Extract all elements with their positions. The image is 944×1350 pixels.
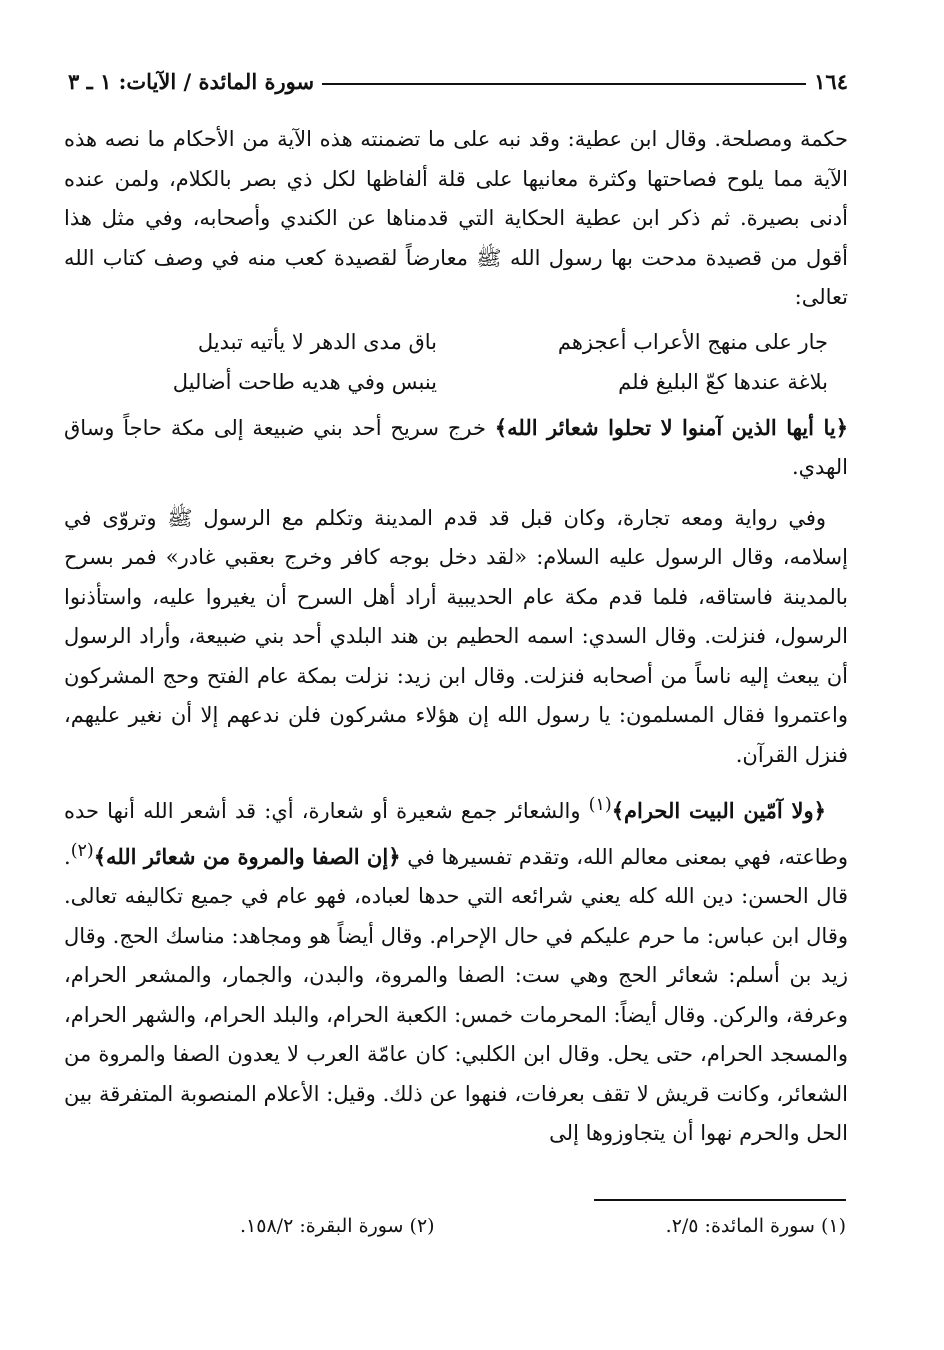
paragraph-text: . قال الحسن: دين الله كله يعني شرائعه التي حدها لعباده، فهو عام في جميع تكاليفه تعالى. وقال ابن عباس: ما حرم عليكم في حال الإحرام. وقال أيضاً هو ومجاهد: مناسك الحج. وقال زيد بن أسلم: شعائر الحج وهي ست: الصفا والمروة، والبدن، والجمار، والمشعر الحرام، وعرفة، والركن. وقال أيضاً: المحرمات خمس: الكعبة الحرام، والبلد الحرام، والشهر الحرام، والمسجد الحرام، حتى يحل. وقال ابن الكلبي: كان عامّة العرب لا يعدون الصفا والمروة من الشعائر، وكانت قريش لا تقف بعرفات، فنهوا عن ذلك. وقيل: الأعلام المنصوبة المتفرقة بين الحل والحرم نهوا أن يتجاوزوها إلى [64, 844, 848, 1145]
paragraph-gap [64, 775, 848, 786]
paragraph-shaair [64, 786, 848, 1154]
paragraph-narration: وفي رواية ومعه تجارة، وكان قبل قد قدم المدينة وتكلم مع الرسول ﷺ وتروّى في إسلامه، وقال الرسول عليه السلام: «لقد دخل بوجه كافر وخرج بعقبي غادر» فمر بسرح بالمدينة فاستاقه، فلما قدم مكة عام الحديبية أراد أهل السرح أن يغيروا عليه، واستأذنوا الرسول، فنزلت. وقال السدي: اسمه الحطيم بن هند البلدي أحد بني ضبيعة، وأراد الرسول أن يبعث إليه ناساً من أصحابه فنزلت. وقال ابن زيد: نزلت بمكة عام الفتح وحج المشركون واعتمروا فقال المسلمون: يا رسول الله إن هؤلاء مشركون فلن ندعهم إلا أن نغير عليهم، فنزل القرآن. [64, 505, 848, 767]
verse-first-hemistich: بلاغة عندها كعّ البليغ فلم [618, 369, 828, 394]
paragraph-gap [64, 488, 848, 499]
footnote-2: (٢) سورة البقرة: ١٥٨/٢. [240, 1215, 435, 1237]
footnote-ref: (١) [588, 795, 612, 815]
paragraph-verse-occasion [64, 408, 848, 488]
paragraph-text: خرج سريح أحد بني ضبيعة إلى مكة حاجاً وساق الهدي. [64, 415, 848, 479]
paragraph-text: والشعائر جمع شعيرة أو شعارة، أي: قد أشعر الله أنها حده وطاعته، فهي بمعنى معالم الله، وتقدم تفسيرها في [64, 799, 848, 869]
header-rule [322, 83, 806, 85]
footnotes [240, 1212, 846, 1240]
surah-title: سورة المائدة / الآيات: ١ ـ ٣ [68, 68, 315, 94]
page-number: ١٦٤ [814, 68, 848, 94]
footnote-1: (١) سورة المائدة: ٢/٥. [665, 1215, 846, 1237]
footnote-rule [594, 1199, 846, 1201]
verse-line [104, 322, 828, 362]
quran-quote: ﴿إن الصفا والمروة من شعائر الله﴾ [93, 843, 401, 869]
verse-second-hemistich: ينبس وفي هديه طاحت أضاليل [172, 369, 438, 394]
verse-line [104, 362, 828, 402]
quran-quote: ﴿يا أيها الذين آمنوا لا تحلوا شعائر الله﴾ [494, 414, 848, 440]
poem-verses [64, 322, 848, 402]
verse-second-hemistich: باق مدى الدهر لا يأتيه تبديل [197, 329, 438, 354]
body-text [64, 120, 848, 1154]
quran-quote: ﴿ولا آمّين البيت الحرام﴾ [611, 798, 826, 823]
verse-first-hemistich: جار على منهج الأعراب أعجزهم [557, 329, 828, 354]
footnote-ref: (٢) [70, 840, 94, 861]
paragraph-ibn-atiyya: حكمة ومصلحة. وقال ابن عطية: وقد نبه على ما تضمنته هذه الآية من الأحكام ما نصه هذه الآية مما يلوح فصاحتها وكثرة معانيها على قلة ألفاظها لكل ذي بصر بالكلام، ولمن عنده أدنى بصيرة. ثم ذكر ابن عطية الحكاية التي قدمناها عن الكندي وأصحابه، وفي مثل هذا أقول من قصيدة مدحت بها رسول الله ﷺ معارضاً لقصيدة كعب منه في وصف كتاب الله تعالى: [64, 127, 848, 309]
running-header [68, 64, 848, 98]
